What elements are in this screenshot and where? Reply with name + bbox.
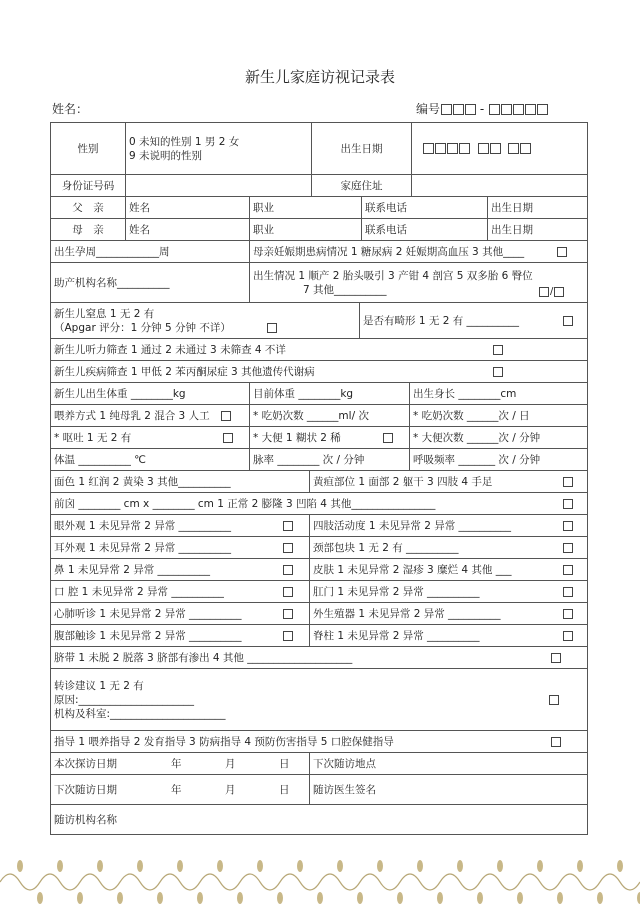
row-umbilical: [51, 647, 587, 669]
mother-birth[interactable]: 出生日期: [487, 219, 587, 240]
vine-leaf: [237, 892, 243, 904]
row-birth: 助产机构名称__________ 出生情况 1 顺产 2 胎头吸引 3 产钳 4 剖宫 5 双多胎 6 臀位 7 其他__________ /: [51, 263, 587, 303]
vine-leaf: [357, 892, 363, 904]
feeding-field[interactable]: 喂养方式 1 纯母乳 2 混合 3 人工: [54, 410, 210, 422]
jaundice-field[interactable]: 黄疸部位 1 面部 2 躯干 3 四肢 4 手足: [309, 471, 587, 492]
ear-checkbox[interactable]: [283, 543, 293, 553]
umbilical-field[interactable]: 脐带 1 未脱 2 脱落 3 脐部有渗出 4 其他 ____________________: [54, 652, 353, 664]
name-label: 姓名：: [52, 102, 89, 116]
vine-leaf: [317, 892, 323, 904]
vomit-field[interactable]: * 呕吐 1 无 2 有: [54, 432, 132, 444]
this-visit-date-label: 本次探访日期: [54, 758, 117, 770]
vine-leaf: [597, 892, 603, 904]
anus-checkbox[interactable]: [563, 587, 573, 597]
birth-date-boxes[interactable]: [411, 123, 587, 174]
year-label: 年: [171, 784, 182, 796]
id-number-label: 身份证号码: [61, 180, 115, 192]
vine-leaf: [277, 892, 283, 904]
abdomen-field[interactable]: 腹部触诊 1 未见异常 2 异常 __________: [54, 630, 242, 642]
deformity-field[interactable]: 是否有畸形 1 无 2 有 __________: [359, 303, 587, 338]
row-weights: [51, 383, 587, 405]
row-gender: [51, 123, 587, 175]
father-label: 父 亲: [72, 202, 104, 214]
row-vitals: [51, 449, 587, 471]
limbs-checkbox[interactable]: [563, 521, 573, 531]
referral-reason: 原因:______________________: [54, 693, 195, 706]
asphyxia-checkbox[interactable]: [267, 323, 277, 333]
row-agency: [51, 805, 587, 835]
next-visit-date-label: 下次随访日期: [54, 784, 117, 796]
next-visit-date-field[interactable]: [51, 775, 309, 804]
row-mouth: [51, 581, 587, 603]
referral-agency: 机构及科室:______________________: [54, 707, 226, 720]
gender-label: 性别: [77, 143, 99, 155]
row-nose: [51, 559, 587, 581]
father-name[interactable]: 姓名: [125, 197, 249, 218]
maternal-disease-checkbox[interactable]: [557, 247, 567, 257]
row-father: [51, 197, 587, 219]
limbs-field[interactable]: 四肢活动度 1 未见异常 2 异常 __________: [309, 515, 587, 536]
month-label: 月: [225, 784, 236, 796]
milk-amount-field[interactable]: * 吃奶次数 ______ml/ 次: [249, 405, 409, 426]
vine-leaf: [217, 860, 223, 872]
row-hearing: [51, 339, 587, 361]
referral-checkbox[interactable]: [549, 695, 559, 705]
mouth-field[interactable]: 口 腔 1 未见异常 2 异常 __________: [54, 586, 224, 598]
birth-weight-field[interactable]: 新生儿出生体重 ________kg: [54, 388, 186, 400]
visit-form: [50, 122, 588, 835]
guidance-field[interactable]: 指导 1 喂养指导 2 发育指导 3 防病指导 4 预防伤害指导 5 口腔保健指导: [54, 736, 394, 748]
number-label: 编号: [416, 102, 441, 116]
row-ear: [51, 537, 587, 559]
vine-leaf: [157, 892, 163, 904]
row-next-visit: [51, 775, 587, 805]
heart-lung-field[interactable]: 心肺听诊 1 未见异常 2 异常 __________: [54, 608, 242, 620]
genitals-checkbox[interactable]: [563, 609, 573, 619]
birth-length-field[interactable]: 出生身长 ________cm: [409, 383, 587, 404]
spine-checkbox[interactable]: [563, 631, 573, 641]
disease-screen-field[interactable]: 新生儿疾病筛查 1 甲低 2 苯丙酮尿症 3 其他遗传代谢病: [54, 366, 315, 378]
number-box[interactable]: [441, 104, 452, 115]
fontanelle-field[interactable]: 前囟 ________ cm x ________ cm 1 正常 2 膨隆 3 凹陷 4 其他________________: [54, 498, 436, 510]
vine-leaf: [377, 860, 383, 872]
mother-job[interactable]: 职业: [249, 219, 361, 240]
vine-leaf: [257, 860, 263, 872]
number-box[interactable]: [537, 104, 548, 115]
stool-field[interactable]: * 大便 1 糊状 2 稀: [249, 427, 409, 448]
row-heart-lung: [51, 603, 587, 625]
gestation-field[interactable]: 出生孕周____________周: [54, 246, 170, 258]
vine-leaf: [437, 892, 443, 904]
row-guidance: [51, 731, 587, 753]
vine-leaf: [117, 892, 123, 904]
vine-leaf: [517, 892, 523, 904]
maternal-disease-field[interactable]: 母亲妊娠期患病情况 1 糖尿病 2 妊娠期高血压 3 其他____: [249, 241, 549, 262]
gender-options-line1: 0 未知的性别 1 男 2 女: [129, 135, 240, 148]
vine-leaf: [197, 892, 203, 904]
vine-leaf: [77, 892, 83, 904]
row-asphyxia: [51, 303, 587, 339]
midwife-field[interactable]: 助产机构名称__________: [54, 277, 170, 289]
spine-field[interactable]: 脊柱 1 未见异常 2 异常 __________: [309, 625, 587, 646]
deformity-checkbox[interactable]: [563, 316, 573, 326]
asphyxia-field[interactable]: [51, 303, 359, 338]
father-job[interactable]: 职业: [249, 197, 361, 218]
feeding-checkbox[interactable]: [221, 411, 231, 421]
row-vomit: [51, 427, 587, 449]
nose-checkbox[interactable]: [283, 565, 293, 575]
temperature-field[interactable]: 体温 __________ ℃: [54, 454, 146, 466]
gender-options-line2: 9 未说明的性别: [129, 149, 203, 162]
doctor-sign-field[interactable]: 随访医生签名: [309, 775, 587, 804]
abdomen-checkbox[interactable]: [283, 631, 293, 641]
guidance-checkbox[interactable]: [551, 737, 561, 747]
row-abdomen: [51, 625, 587, 647]
current-weight-field[interactable]: 目前体重 ________kg: [249, 383, 409, 404]
gender-options[interactable]: [125, 123, 311, 174]
number-box[interactable]: [513, 104, 524, 115]
vine-leaf: [397, 892, 403, 904]
stool-times-field[interactable]: * 大便次数 ______次 / 分钟: [409, 427, 587, 448]
vine-leaf: [537, 860, 543, 872]
skin-checkbox[interactable]: [563, 565, 573, 575]
vine-leaf: [137, 860, 143, 872]
row-complexion: [51, 471, 587, 493]
mouth-checkbox[interactable]: [283, 587, 293, 597]
skin-field[interactable]: 皮肤 1 未见异常 2 湿疹 3 糜烂 4 其他 ___: [309, 559, 587, 580]
day-label: 日: [279, 758, 290, 770]
row-id: [51, 175, 587, 197]
home-address-field[interactable]: [411, 175, 587, 196]
vine-leaf: [97, 860, 103, 872]
vomit-checkbox[interactable]: [223, 433, 233, 443]
row-this-visit: [51, 753, 587, 775]
respiration-field[interactable]: 呼吸频率 _______ 次 / 分钟: [409, 449, 587, 470]
vine-leaf: [417, 860, 423, 872]
home-address-label: 家庭住址: [311, 175, 411, 196]
number-box[interactable]: [453, 104, 464, 115]
row-feeding: [51, 405, 587, 427]
fontanelle-checkbox[interactable]: [563, 499, 573, 509]
number-box[interactable]: [525, 104, 536, 115]
id-number-field[interactable]: [125, 175, 311, 196]
decorative-vine-border: [0, 852, 640, 912]
jaundice-checkbox[interactable]: [563, 477, 573, 487]
vine-leaf: [457, 860, 463, 872]
father-birth[interactable]: 出生日期: [487, 197, 587, 218]
father-phone[interactable]: 联系电话: [361, 197, 487, 218]
nose-field[interactable]: 鼻 1 未见异常 2 异常 __________: [54, 564, 211, 576]
this-visit-date-field[interactable]: [51, 753, 309, 774]
neck-field[interactable]: 颈部包块 1 无 2 有 __________: [309, 537, 587, 558]
disease-screen-checkbox[interactable]: [493, 367, 503, 377]
vine-leaf: [177, 860, 183, 872]
hearing-checkbox[interactable]: [493, 345, 503, 355]
row-gestation: [51, 241, 587, 263]
day-label: 日: [279, 784, 290, 796]
vine-leaf: [337, 860, 343, 872]
birth-status-checkbox[interactable]: [554, 287, 564, 297]
umbilical-checkbox[interactable]: [551, 653, 561, 663]
vine-leaf: [37, 892, 43, 904]
hearing-screen-field[interactable]: 新生儿听力筛查 1 通过 2 未通过 3 未筛查 4 不详: [54, 344, 286, 356]
vine-leaf: [297, 860, 303, 872]
vine-leaf: [617, 860, 623, 872]
genitals-field[interactable]: 外生殖器 1 未见异常 2 异常 __________: [309, 603, 587, 624]
row-mother: [51, 219, 587, 241]
month-label: 月: [225, 758, 236, 770]
ear-field[interactable]: 耳外观 1 未见异常 2 异常 __________: [54, 542, 232, 554]
vine-leaf: [57, 860, 63, 872]
row-disease-screen: [51, 361, 587, 383]
number-box[interactable]: [489, 104, 500, 115]
milk-times-field[interactable]: * 吃奶次数 ______次 / 日: [409, 405, 587, 426]
birth-date-label: 出生日期: [311, 123, 411, 174]
eye-checkbox[interactable]: [283, 521, 293, 531]
heart-lung-checkbox[interactable]: [283, 609, 293, 619]
mother-label: 母 亲: [72, 224, 104, 236]
next-visit-place-field[interactable]: 下次随访地点: [309, 753, 587, 774]
birth-status-checkbox[interactable]: [539, 287, 549, 297]
pulse-field[interactable]: 脉率 ________ 次 / 分钟: [249, 449, 409, 470]
asphyxia-line1: 新生儿窒息 1 无 2 有: [54, 307, 155, 320]
number-label-group: [416, 100, 548, 117]
complexion-field[interactable]: 面色 1 红润 2 黄染 3 其他__________: [54, 476, 231, 488]
eye-field[interactable]: 眼外观 1 未见异常 2 异常 __________: [54, 520, 232, 532]
row-referral: [51, 669, 587, 731]
birth-status-line1: 出生情况 1 顺产 2 胎头吸引 3 产钳 4 剖宫 5 双多胎 6 臀位: [253, 269, 533, 282]
stool-checkbox[interactable]: [383, 433, 393, 443]
form-title: 新生儿家庭访视记录表: [244, 68, 395, 86]
row-eye: [51, 515, 587, 537]
birth-status-field[interactable]: [249, 263, 587, 302]
vine-leaf: [497, 860, 503, 872]
mother-phone[interactable]: 联系电话: [361, 219, 487, 240]
agency-field[interactable]: 随访机构名称: [54, 814, 117, 826]
number-box[interactable]: [501, 104, 512, 115]
vine-leaf: [17, 860, 23, 872]
row-fontanelle: [51, 493, 587, 515]
vine-leaf: [477, 892, 483, 904]
asphyxia-line2: （Apgar 评分：1 分钟 5 分钟 不详）: [54, 321, 231, 334]
vine-leaf: [557, 892, 563, 904]
number-box[interactable]: [465, 104, 476, 115]
vine-leaf: [577, 860, 583, 872]
year-label: 年: [171, 758, 182, 770]
birth-status-line2: 7 其他__________: [303, 283, 387, 296]
neck-checkbox[interactable]: [563, 543, 573, 553]
anus-field[interactable]: 肛门 1 未见异常 2 异常 __________: [309, 581, 587, 602]
referral-line1: 转诊建议 1 无 2 有: [54, 679, 144, 692]
number-separator: -: [479, 102, 485, 116]
mother-name[interactable]: 姓名: [125, 219, 249, 240]
referral-field[interactable]: [51, 669, 541, 730]
